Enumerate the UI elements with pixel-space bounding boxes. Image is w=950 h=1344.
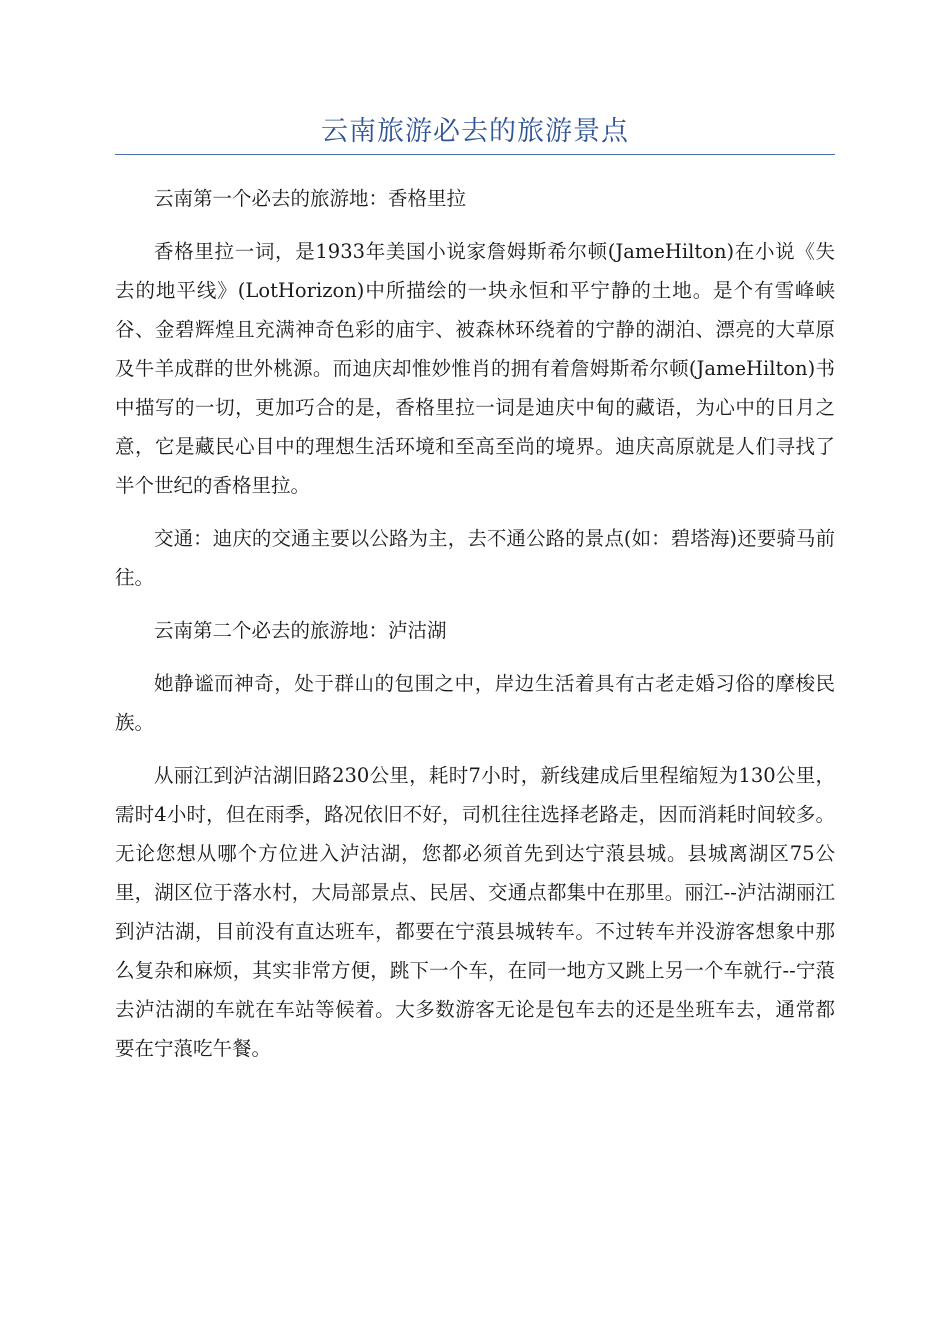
paragraph-lugu-lake-intro: 她静谧而神奇，处于群山的包围之中，岸边生活着具有古老走婚习俗的摩梭民族。 [115,672,835,734]
document-title: 云南旅游必去的旅游景点 [321,116,629,147]
paragraph-shangrila-transport: 交通：迪庆的交通主要以公路为主，去不通公路的景点(如：碧塔海)还要骑马前往。 [115,527,835,589]
paragraph-shangrila-intro: 香格里拉一词，是1933年美国小说家詹姆斯希尔顿(JameHilton)在小说《失去的地平线》(LotHorizon)中所描绘的一块永恒和平宁静的土地。是个有雪峰峡谷、金碧辉煌且充满神奇色彩的庙宇、被森林环绕着的宁静的湖泊、漂亮的大草原及牛羊成群的世外桃源。而迪庆却惟妙惟肖的拥有着詹姆斯希尔顿(JameHilton)书中描写的一切，更加巧合的是，香格里拉一词是迪庆中甸的藏语，为心中的日月之意，它是藏民心目中的理想生活环境和至高至尚的境界。迪庆高原就是人们寻找了半个世纪的香格里拉。 [115,240,835,497]
section-heading-shangrila: 云南第一个必去的旅游地：香格里拉 [154,187,467,210]
document-page [115,112,835,1082]
title-underline [115,154,835,155]
paragraph-lugu-lake-transport: 从丽江到泸沽湖旧路230公里，耗时7小时，新线建成后里程缩短为130公里，需时4小时，但在雨季，路况依旧不好，司机往往选择老路走，因而消耗时间较多。无论您想从哪个方位进入泸沽湖，您都必须首先到达宁蒗县城。县城离湖区75公里，湖区位于落水村，大局部景点、民居、交通点都集中在那里。丽江--泸沽湖丽江到泸沽湖，目前没有直达班车，都要在宁蒗县城转车。不过转车并没游客想象中那么复杂和麻烦，其实非常方便，跳下一个车，在同一地方又跳上另一个车就行--宁蒗去泸沽湖的车就在车站等候着。大多数游客无论是包车去的还是坐班车去，通常都要在宁蒗吃午餐。 [115,764,835,1060]
document-body [115,179,835,1068]
section-heading-lugu-lake: 云南第二个必去的旅游地：泸沽湖 [154,619,447,642]
